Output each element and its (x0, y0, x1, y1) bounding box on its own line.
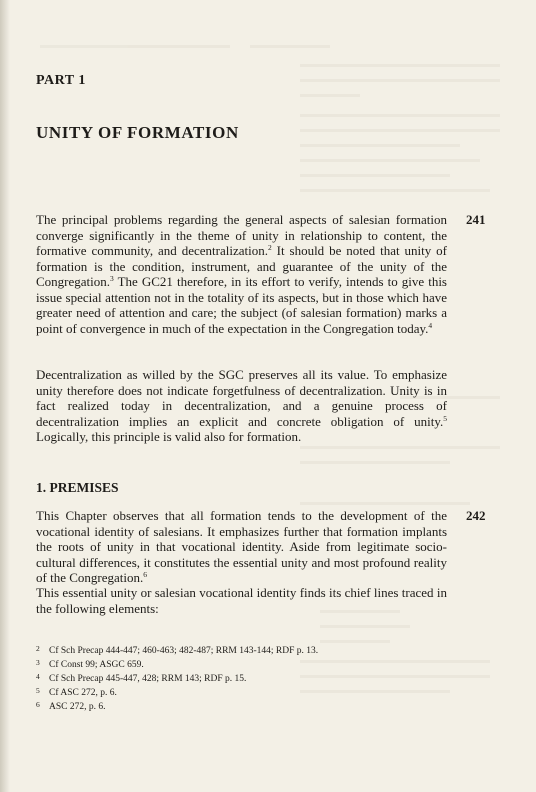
footnote-number: 3 (36, 658, 40, 667)
footnote-ref[interactable]: 6 (143, 570, 147, 579)
paragraph-identity-elements (36, 585, 447, 616)
footnote (36, 699, 447, 713)
footnotes-list (36, 643, 447, 713)
footnote-text: Cf ASC 272, p. 6. (49, 688, 117, 698)
footnote (36, 657, 447, 671)
paragraph-text: Logically, this principle is valid also for formation. (36, 429, 302, 444)
paragraph-text: This essential unity or salesian vocational identity finds its chief lines traced in the following elements: (36, 585, 447, 616)
paragraph-text: The GC21 therefore, in its effort to verify, intends to give this issue special attention not in the totality of its aspects, but in those which have greater need of attention and care; the subject (of salesian formation) marks a point of convergence in much of the expectation in the Congregation today. (36, 274, 447, 336)
footnote-text: Cf Const 99; ASGC 659. (49, 660, 144, 670)
paragraph-unity-intro (36, 212, 447, 336)
paragraph-premises (36, 508, 447, 586)
footnote (36, 685, 447, 699)
footnote-text: Cf Sch Precap 444-447; 460-463; 482-487; RRM 143-144; RDF p. 13. (49, 646, 319, 656)
margin-paragraph-number: 242 (466, 508, 486, 523)
footnote-number: 6 (36, 700, 40, 709)
part-label: PART 1 (36, 73, 86, 88)
footnote-number: 5 (36, 686, 40, 695)
footnote (36, 643, 447, 657)
paragraph-decentralization (36, 367, 447, 445)
footnote-ref[interactable]: 2 (267, 243, 272, 252)
footnote-ref[interactable]: 3 (110, 274, 114, 283)
footnote-number: 4 (36, 672, 40, 681)
paragraph-text: Decentralization as willed by the SGC preserves all its value. To emphasize unity therefore does not indicate forgetfulness of decentralization. Unity is in fact realized today in decentralization, and a genuine process of decentralization implies an explicit and concrete obligation of unity. (36, 367, 447, 429)
footnote-text: ASC 272, p. 6. (49, 702, 106, 712)
paragraph-text: This Chapter observes that all formation tends to the development of the vocational identity of salesians. It emphasizes further that formation implants the roots of unity in that vocational identity. Aside from legitimate socio-cultural differences, it constitutes the essential unity and most profound reality of the Congregation. (36, 508, 447, 585)
footnote-ref[interactable]: 5 (443, 413, 447, 423)
margin-paragraph-number: 241 (466, 212, 486, 227)
paragraph-text: The principal problems regarding the general aspects of salesian formation converge significantly in the theme of unity in relationship to content, the formative community, and decentralization. (36, 212, 447, 258)
section-title: 1. PREMISES (36, 480, 119, 495)
chapter-title: UNITY OF FORMATION (36, 123, 239, 142)
footnote-number: 2 (36, 644, 40, 653)
footnote (36, 671, 447, 685)
footnote-ref[interactable]: 4 (428, 320, 433, 330)
paragraph-text: It should be noted that unity of formation is the condition, instrument, and guarantee of the unity of the Congregation. (36, 243, 448, 289)
footnote-text: Cf Sch Precap 445-447, 428; RRM 143; RDF p. 15. (49, 674, 247, 684)
